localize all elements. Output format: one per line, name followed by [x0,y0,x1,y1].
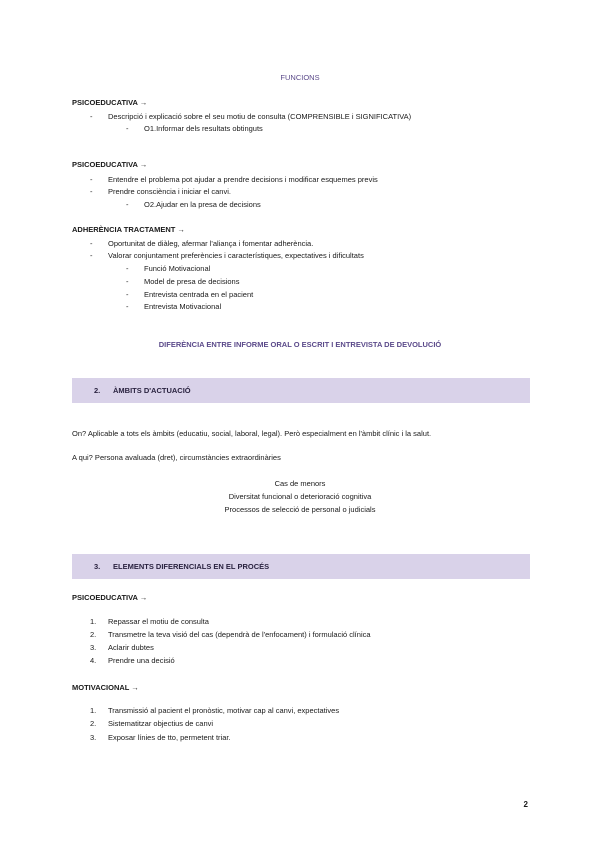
page-number: 2 [523,800,528,809]
bullet-dash: - [126,302,129,311]
funcions-title: FUNCIONS [280,73,320,82]
bullet-dash: - [126,124,129,133]
on-paragraph: On? Aplicable a tots els àmbits (educatiu, social, laboral, legal). Però especialment en l'àmbit clínic i la salut. [72,429,432,438]
list-item: Repassar el motiu de consulta [108,617,209,626]
bullet-dash: - [90,251,93,260]
list-item: Exposar línies de tto, permetent triar. [108,733,231,742]
bullet-dash: - [126,264,129,273]
list-number: 1. [90,617,97,626]
diferencia-title: DIFERÈNCIA ENTRE INFORME ORAL O ESCRIT I ENTREVISTA DE DEVOLUCIÓ [158,340,442,349]
centered-line: Diversitat funcional o deterioració cognitiva [228,492,372,501]
bullet-dash: - [126,277,129,286]
section-band-ambits [72,378,530,403]
section-heading: PSICOEDUCATIVA → [72,98,148,107]
section-heading: ADHERÈNCIA TRACTAMENT → [72,225,185,234]
list-item: Oportunitat de diàleg, afermar l'aliança i fomentar adherència. [108,239,314,248]
section-heading: PSICOEDUCATIVA → [72,160,148,169]
list-subitem: O2.Ajudar en la presa de decisions [144,200,261,209]
section-band-elements [72,554,530,579]
list-number: 2. [90,630,97,639]
centered-line: Cas de menors [274,479,326,488]
list-item: Aclarir dubtes [108,643,154,652]
list-subitem: Entrevista Motivacional [144,302,222,311]
list-number: 1. [90,706,97,715]
list-subitem: Funció Motivacional [144,264,211,273]
bullet-dash: - [126,290,129,299]
list-item: Prendre una decisió [108,656,175,665]
list-item: Descripció i explicació sobre el seu motiu de consulta (COMPRENSIBLE i SIGNIFICATIVA) [108,112,412,121]
list-number: 3. [90,733,97,742]
band-number: 3. [94,562,101,571]
list-subitem: O1.Informar dels resultats obtinguts [144,124,263,133]
list-item: Valorar conjuntament preferències i característiques, expectatives i dificultats [108,251,364,260]
band-number: 2. [94,386,101,395]
aqui-paragraph: A qui? Persona avaluada (dret), circumstàncies extraordinàries [72,453,281,462]
centered-line: Processos de selecció de personal o judicials [224,505,376,514]
list-subitem: Entrevista centrada en el pacient [144,290,254,299]
bullet-dash: - [90,112,93,121]
bullet-dash: - [90,239,93,248]
bullet-dash: - [90,187,93,196]
bullet-dash: - [126,200,129,209]
list-number: 4. [90,656,97,665]
section-heading: PSICOEDUCATIVA → [72,593,148,602]
list-item: Sistematitzar objectius de canvi [108,719,214,728]
bullet-dash: - [90,175,93,184]
band-label: ÀMBITS D'ACTUACIÓ [113,386,191,395]
list-item: Transmetre la teva visió del cas (dependrà de l'enfocament) i formulació clínica [108,630,371,639]
list-number: 2. [90,719,97,728]
list-subitem: Model de presa de decisions [144,277,240,286]
list-item: Entendre el problema pot ajudar a prendre decisions i modificar esquemes previs [108,175,378,184]
section-heading: MOTIVACIONAL → [72,683,139,692]
list-item: Prendre consciència i iniciar el canvi. [108,187,231,196]
list-number: 3. [90,643,97,652]
list-item: Transmissió al pacient el pronòstic, motivar cap al canvi, expectatives [108,706,340,715]
band-label: ELEMENTS DIFERENCIALS EN EL PROCÉS [113,562,270,571]
